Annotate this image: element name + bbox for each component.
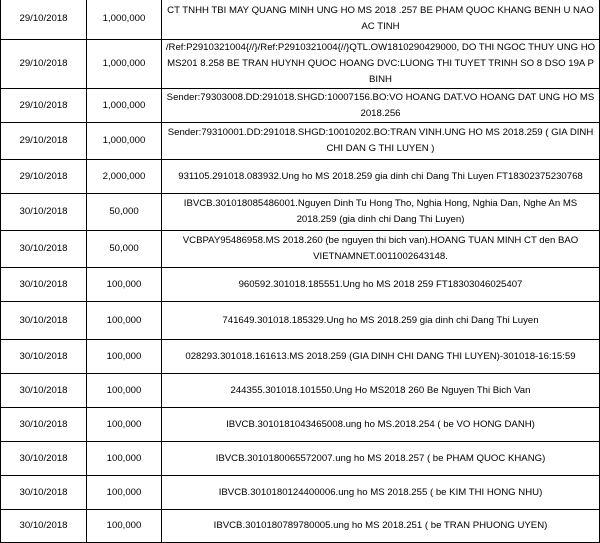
table-row xyxy=(1,0,600,40)
description-cell: IBVCB.301018085486001.Nguyen Dinh Tu Hong Tho, Nghia Hong, Nghia Dan, Nghe An MS 2018.259 (gia dinh chi Dang Thi Luyen) xyxy=(162,194,600,231)
description-cell: /Ref:P2910321004{//}/Ref:P2910321004{//}QTL.OW1810290429000, DO THI NGOC THUY UNG HO MS201 8.258 BE TRAN HUYNH QUOC HOANG DVC:LUONG THI TUYET TRINH SO 8 DSO 19A P BINH xyxy=(162,40,600,89)
amount-cell: 100,000 xyxy=(87,268,162,302)
description-cell: 931105.291018.083932.Ung ho MS 2018.259 gia dinh chi Dang Thi Luyen FT18302375230768 xyxy=(162,160,600,194)
description-cell: Sender:79303008.DD:291018.SHGD:10007156.BO:VO HOANG DAT.VO HOANG DAT UNG HO MS 2018.256 xyxy=(162,89,600,123)
description-cell: VCBPAY95486958.MS 2018.260 (be nguyen thi bich van).HOANG TUAN MINH CT den BAO VIETNAMNET.0011002643148. xyxy=(162,231,600,268)
description-cell: IBVCB.3010180124400006.ung ho MS 2018.255 ( be KIM THI HONG NHU) xyxy=(162,476,600,510)
amount-cell: 100,000 xyxy=(87,374,162,408)
amount-cell: 1,000,000 xyxy=(87,0,162,40)
description-cell: IBVCB.3010180065572007.ung ho MS 2018.257 ( be PHAM QUOC KHANG) xyxy=(162,442,600,476)
description-cell: 244355.301018.101550.Ung Ho MS2018 260 Be Nguyen Thi Bich Van xyxy=(162,374,600,408)
amount-cell: 2,000,000 xyxy=(87,160,162,194)
table-row xyxy=(1,408,600,442)
date-cell: 29/10/2018 xyxy=(1,160,87,194)
date-cell: 30/10/2018 xyxy=(1,194,87,231)
table-row xyxy=(1,160,600,194)
date-cell: 30/10/2018 xyxy=(1,268,87,302)
amount-cell: 50,000 xyxy=(87,194,162,231)
date-cell: 30/10/2018 xyxy=(1,302,87,340)
amount-cell: 1,000,000 xyxy=(87,40,162,89)
date-cell: 30/10/2018 xyxy=(1,231,87,268)
amount-cell: 1,000,000 xyxy=(87,123,162,160)
table-row xyxy=(1,476,600,510)
table-row xyxy=(1,194,600,231)
table-row xyxy=(1,40,600,89)
table-row xyxy=(1,89,600,123)
description-cell: Sender:79310001.DD:291018.SHGD:10010202.BO:TRAN VINH.UNG HO MS 2018.259 ( GIA DINH CHI DAN G THI LUYEN ) xyxy=(162,123,600,160)
description-cell: 960592.301018.185551.Ung ho MS 2018 259 FT18303046025407 xyxy=(162,268,600,302)
amount-cell: 100,000 xyxy=(87,476,162,510)
amount-cell: 100,000 xyxy=(87,340,162,374)
amount-cell: 100,000 xyxy=(87,408,162,442)
date-cell: 29/10/2018 xyxy=(1,0,87,40)
description-cell: IBVCB.3010180789780005.ung ho MS 2018.251 ( be TRAN PHUONG UYEN) xyxy=(162,510,600,543)
date-cell: 29/10/2018 xyxy=(1,89,87,123)
date-cell: 29/10/2018 xyxy=(1,40,87,89)
table-row xyxy=(1,231,600,268)
date-cell: 30/10/2018 xyxy=(1,510,87,543)
table-row xyxy=(1,302,600,340)
date-cell: 30/10/2018 xyxy=(1,374,87,408)
amount-cell: 100,000 xyxy=(87,442,162,476)
donation-table-body xyxy=(1,0,600,543)
amount-cell: 1,000,000 xyxy=(87,89,162,123)
description-cell: 028293.301018.161613.MS 2018.259 (GIA DINH CHI DANG THI LUYEN)-301018-16:15:59 xyxy=(162,340,600,374)
date-cell: 30/10/2018 xyxy=(1,408,87,442)
table-row xyxy=(1,374,600,408)
table-row xyxy=(1,268,600,302)
table-row xyxy=(1,340,600,374)
table-row xyxy=(1,442,600,476)
date-cell: 30/10/2018 xyxy=(1,340,87,374)
table-row xyxy=(1,510,600,543)
description-cell: IBVCB.3010181043465008.ung ho MS.2018.254 ( be VO HONG DANH) xyxy=(162,408,600,442)
description-cell: CT TNHH TBI MAY QUANG MINH UNG HO MS 2018 .257 BE PHAM QUOC KHANG BENH U NAO AC TINH xyxy=(162,0,600,40)
amount-cell: 50,000 xyxy=(87,231,162,268)
amount-cell: 100,000 xyxy=(87,510,162,543)
table-row xyxy=(1,123,600,160)
date-cell: 29/10/2018 xyxy=(1,123,87,160)
description-cell: 741649.301018.185329.Ung ho MS 2018.259 gia dinh chi Dang Thi Luyen xyxy=(162,302,600,340)
amount-cell: 100,000 xyxy=(87,302,162,340)
date-cell: 30/10/2018 xyxy=(1,476,87,510)
date-cell: 30/10/2018 xyxy=(1,442,87,476)
